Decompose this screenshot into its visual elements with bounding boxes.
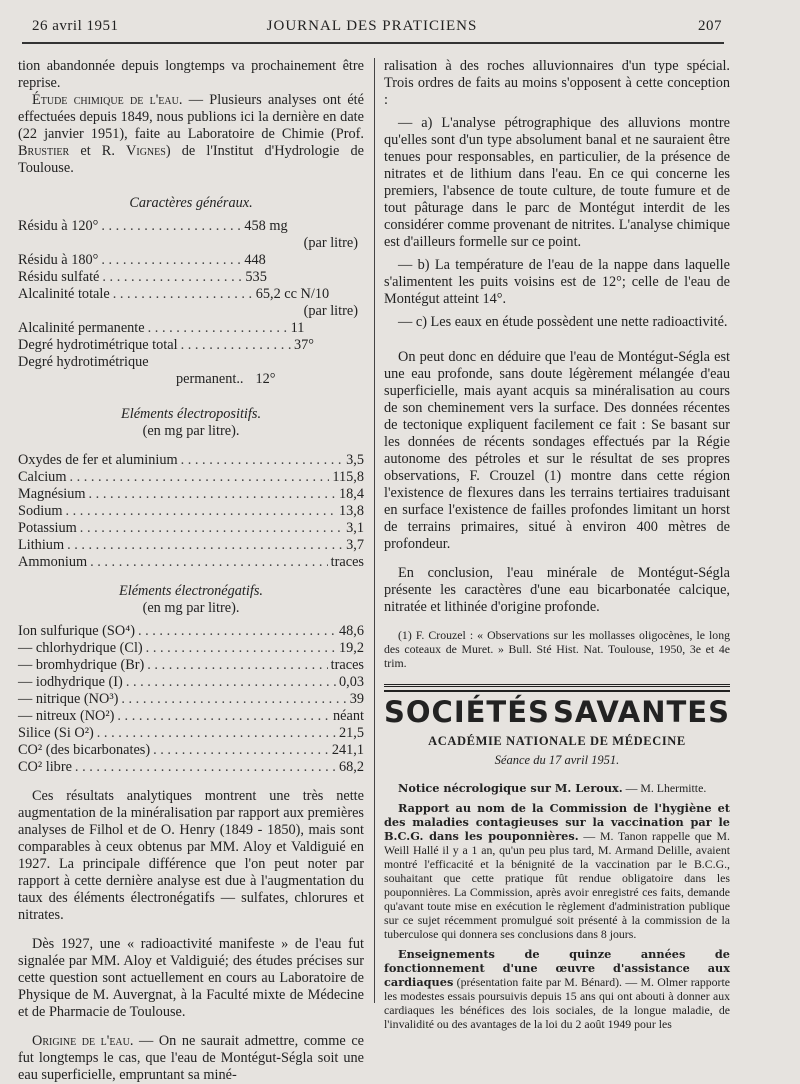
row-label: Alcalinité totale xyxy=(18,286,110,302)
paragraph-text: — Plusieurs analyses ont été effectuées depuis 1849, nous publions ici la dernière en date (22 janvier 1951), faite au Laboratoire de Chimie (Prof. xyxy=(18,92,364,142)
table-row xyxy=(18,674,364,691)
paragraph: En conclusion, l'eau minérale de Montégut-Ségla présente les caractères d'une eau bicarbonatée calcique, nitratée et lithinée d'origine profonde. xyxy=(384,565,730,615)
page-number: 207 xyxy=(698,18,722,34)
paragraph: — c) Les eaux en étude possèdent une nette radioactivité. xyxy=(398,314,728,330)
paragraph: tion abandonnée depuis longtemps va prochainement être reprise. xyxy=(18,58,364,91)
paragraph-origine xyxy=(18,1033,364,1084)
banner-word: SOCIÉTÉS xyxy=(384,695,550,729)
section-banner xyxy=(384,695,730,729)
table-row xyxy=(18,320,364,337)
row-value: 11 xyxy=(290,320,305,336)
report-title: Enseignements de quinze années de fonctionnement d'une œuvre d'assistance aux cardiaques xyxy=(384,947,730,989)
table-row xyxy=(18,269,364,286)
paragraph-text: — On ne saurait admettre, comme ce fut longtemps le cas, que l'eau de Montégut-Ségla soit une eau superficielle, empruntant sa miné- xyxy=(18,1033,365,1083)
table-row xyxy=(18,503,364,520)
row-label: permanent.. xyxy=(176,371,244,387)
row-value: 48,6 xyxy=(338,623,364,639)
leader-dots xyxy=(148,320,288,337)
row-label: Lithium xyxy=(18,537,65,553)
row-label: — iodhydrique (I) xyxy=(18,674,123,690)
row-value: néant xyxy=(333,708,364,724)
leader-dots xyxy=(117,708,330,725)
report-text: — M. Tanon rappelle que M. Weill Hallé il y a 1 an, qu'un peu plus tard, M. Armand Delille, avaient montré l'efficacité et la bénignité de la vaccination par le B.C.G., souhaitant que cette pratique fût rendue obligatoire dans les pouponnières. La Commission, après avoir enregistré ces faits, demande qu'avant toute mise en exécution le règlement d'administration publique sur ce sujet récemment promulgué soit présenté à la commission de la tuberculose qui donnera ses conclusions dans 8 jours. xyxy=(384,829,730,941)
table-row xyxy=(18,691,364,708)
row-value: 0,03 xyxy=(338,674,364,690)
row-label: Ammonium xyxy=(18,554,88,570)
leader-dots xyxy=(126,674,336,691)
row-label: Magnésium xyxy=(18,486,86,502)
leader-dots xyxy=(101,252,241,269)
row-label: Potassium xyxy=(18,520,77,536)
row-label: Alcalinité permanente xyxy=(18,320,145,336)
row-label: Oxydes de fer et aluminium xyxy=(18,452,178,468)
row-label: — bromhydrique (Br) xyxy=(18,657,145,673)
row-value: 3,5 xyxy=(346,452,364,468)
table-row xyxy=(18,742,364,759)
general-characteristics xyxy=(18,218,364,354)
table-row xyxy=(18,623,364,640)
row-label: Ion sulfurique (SO⁴) xyxy=(18,623,135,639)
row-label: Degré hydrotimétrique total xyxy=(18,337,178,353)
report-title: Rapport au nom de la Commission de l'hygiène et des maladies contagieuses sur la vaccination par le B.C.G. dans les pouponnières. xyxy=(384,801,730,843)
row-value: 19,2 xyxy=(338,640,364,656)
footnote: (1) F. Crouzel : « Observations sur les mollasses oligocènes, le long des coteaux de Muret. » Bull. Sté Hist. Nat. Toulouse, 1950, 3e et 4e trim. xyxy=(384,628,730,670)
person-name: Vignes xyxy=(126,143,166,159)
right-column xyxy=(384,58,730,1031)
left-column xyxy=(18,58,364,1084)
report-item xyxy=(384,801,730,941)
table-row xyxy=(18,337,364,354)
leader-dots xyxy=(69,469,329,486)
row-label: CO² (des bicarbonates) xyxy=(18,742,151,758)
row-label: — nitrique (NO³) xyxy=(18,691,119,707)
section-head: Origine de l'eau. xyxy=(32,1033,134,1049)
row-value: 458 mg xyxy=(244,218,288,234)
row-value: 13,8 xyxy=(338,503,364,519)
paragraph: ralisation à des roches alluvionnaires d'un type spécial. Trois ordres de faits au moins s'opposent à cette conception : xyxy=(384,58,730,108)
table-row xyxy=(18,452,364,469)
section-subheading: (en mg par litre). xyxy=(142,600,240,616)
journal-title: JOURNAL DES PRATICIENS xyxy=(266,18,478,34)
table-row xyxy=(18,469,364,486)
table-row xyxy=(18,657,364,674)
electropositive-elements xyxy=(18,452,364,571)
issue-date: 26 avril 1951 xyxy=(32,18,119,34)
row-value: 65,2 cc N/10 xyxy=(255,286,330,302)
row-label: Résidu sulfaté xyxy=(18,269,100,285)
report-item xyxy=(384,947,730,1031)
table-row xyxy=(18,708,364,725)
leader-dots xyxy=(181,452,344,469)
running-header xyxy=(22,14,722,38)
row-label: Résidu à 180° xyxy=(18,252,99,268)
table-row xyxy=(18,554,364,571)
table-row xyxy=(18,252,364,269)
row-value: 3,1 xyxy=(346,520,364,536)
leader-dots xyxy=(80,520,343,537)
row-value: 115,8 xyxy=(332,469,364,485)
row-label: Degré hydrotimétrique xyxy=(18,354,149,370)
report-text: (présentation faite par M. Bénard). — M. Olmer rapporte les modestes essais poursuivis depuis 15 ans qui ont abouti à donner aux cardiaques les bénéfices des lois sociales, de la longue maladie, de l'invalidité ou des avantages de la loi du 2 août 1949 pour les xyxy=(384,975,730,1031)
row-label: CO² libre xyxy=(18,759,72,775)
row-value: 21,5 xyxy=(338,725,364,741)
leader-dots xyxy=(75,759,336,776)
person-name: Brustier xyxy=(18,143,70,159)
session-date: Séance du 17 avril 1951. xyxy=(494,753,620,767)
section-heading: Eléments électropositifs. xyxy=(120,406,262,422)
row-value: 37° xyxy=(294,337,315,353)
leader-dots xyxy=(147,657,327,674)
paragraph-etude-chimique xyxy=(18,92,364,177)
leader-dots xyxy=(89,486,336,503)
table-row xyxy=(18,640,364,657)
electronegative-elements xyxy=(18,623,364,776)
row-value: 12° xyxy=(255,371,276,387)
row-label: Sodium xyxy=(18,503,63,519)
table-row xyxy=(18,759,364,776)
section-heading: Caractères généraux. xyxy=(129,195,253,211)
report-text: — M. Lhermitte. xyxy=(622,781,707,795)
leader-dots xyxy=(90,554,328,571)
row-value: 39 xyxy=(349,691,364,707)
row-label: — nitreux (NO²) xyxy=(18,708,115,724)
column-divider xyxy=(374,58,375,1003)
table-row xyxy=(18,218,364,235)
table-row xyxy=(18,286,364,303)
row-label: — chlorhydrique (Cl) xyxy=(18,640,143,656)
row-value: traces xyxy=(330,554,364,570)
table-row xyxy=(18,537,364,554)
leader-dots xyxy=(113,286,253,303)
paragraph-text: ) de l'Institut d'Hydrologie de Toulouse. xyxy=(18,143,364,176)
section-rule xyxy=(384,684,730,692)
banner-word: SAVANTES xyxy=(552,695,730,729)
report-item xyxy=(384,781,730,795)
paragraph: Ces résultats analytiques montrent une très nette augmentation de la minéralisation par rapport aux premières analyses de Filhol et de O. Henry (1849 - 1850), mais sont comparables à ceux obtenus par MM. Aloy et Valdiguié en 1927. La principale différence que l'on peut noter par rapport à cette dernière analyse est due à l'augmentation du taux des éléments électronégatifs — sulfates, chlorures et nitrates. xyxy=(18,788,364,923)
row-unit: (par litre) xyxy=(303,235,358,251)
row-unit: (par litre) xyxy=(303,303,358,319)
leader-dots xyxy=(153,742,329,759)
row-value: 241,1 xyxy=(331,742,364,758)
row-value: 448 xyxy=(244,252,266,268)
table-row xyxy=(18,486,364,503)
leader-dots xyxy=(66,503,336,520)
leader-dots xyxy=(67,537,343,554)
row-value: 3,7 xyxy=(346,537,364,553)
leader-dots xyxy=(121,691,346,708)
leader-dots xyxy=(181,337,291,354)
leader-dots xyxy=(102,269,242,286)
row-label: Silice (Si O²) xyxy=(18,725,94,741)
row-value: 18,4 xyxy=(338,486,364,502)
row-value: 535 xyxy=(245,269,267,285)
table-row xyxy=(18,725,364,742)
report-title: Notice nécrologique sur M. Leroux. xyxy=(398,781,623,795)
paragraph-text: et R. xyxy=(69,143,127,159)
leader-dots xyxy=(138,623,336,640)
table-row xyxy=(18,520,364,537)
row-label: Résidu à 120° xyxy=(18,218,99,234)
section-subheading: (en mg par litre). xyxy=(142,423,240,439)
section-head: Étude chimique de l'eau. xyxy=(32,92,183,108)
paragraph: — b) La température de l'eau de la nappe dans laquelle s'alimentent les puits voisins est de 12°; celle de l'eau de Montégut atteint 14°. xyxy=(384,257,730,307)
row-label: Calcium xyxy=(18,469,67,485)
row-value: traces xyxy=(330,657,364,673)
leader-dots xyxy=(146,640,336,657)
paragraph: Dès 1927, une « radioactivité manifeste » de l'eau fut signalée par MM. Aloy et Valdiguié; des études précises sur cette question sont actuellement en cours au Laboratoire de Physique de M. Auvergnat, à la Faculté mixte de Médecine et de Pharmacie de Toulouse. xyxy=(18,936,364,1020)
paragraph: — a) L'analyse pétrographique des alluvions montre qu'elles sont d'un type absolument banal et ne sauraient être tenues pour responsables, en particulier, de la présence de nitrates et de lithium dans l'eau. En ce qui concerne les premiers, l'absence de toute culture, de toute fumure et de tout pâturage dans le parc de Montégut interdit de les considérer comme provenant de nitrites. L'analyse chimique est d'ailleurs formelle sur ce point. xyxy=(384,115,730,250)
leader-dots xyxy=(97,725,336,742)
section-heading: Eléments électronégatifs. xyxy=(119,583,263,599)
table-row xyxy=(18,371,364,388)
header-rule xyxy=(22,42,724,44)
paragraph: On peut donc en déduire que l'eau de Montégut-Ségla est une eau profonde, sans doute légèrement mélangée d'eau superficielle, mais ayant acquis sa minéralisation au cours de son cheminement vers la surface. Des données récentes de tectonique expliquent facilement ce fait : Se basant sur les données de récents sondages effectués par la Régie autonome des pétroles et sur le résultat de ses propres observations, F. Crouzel (1) montre dans cette région l'existence de flexures dans les terrains tertiaires traduisant en surface l'existence de failles profondes limitant un horst de terrains primaires, situé à environ 400 mètres de profondeur. xyxy=(384,349,730,552)
leader-dots xyxy=(101,218,241,235)
row-value: 68,2 xyxy=(338,759,364,775)
academy-title: ACADÉMIE NATIONALE DE MÉDECINE xyxy=(428,734,686,748)
degre-permanent xyxy=(18,354,364,388)
